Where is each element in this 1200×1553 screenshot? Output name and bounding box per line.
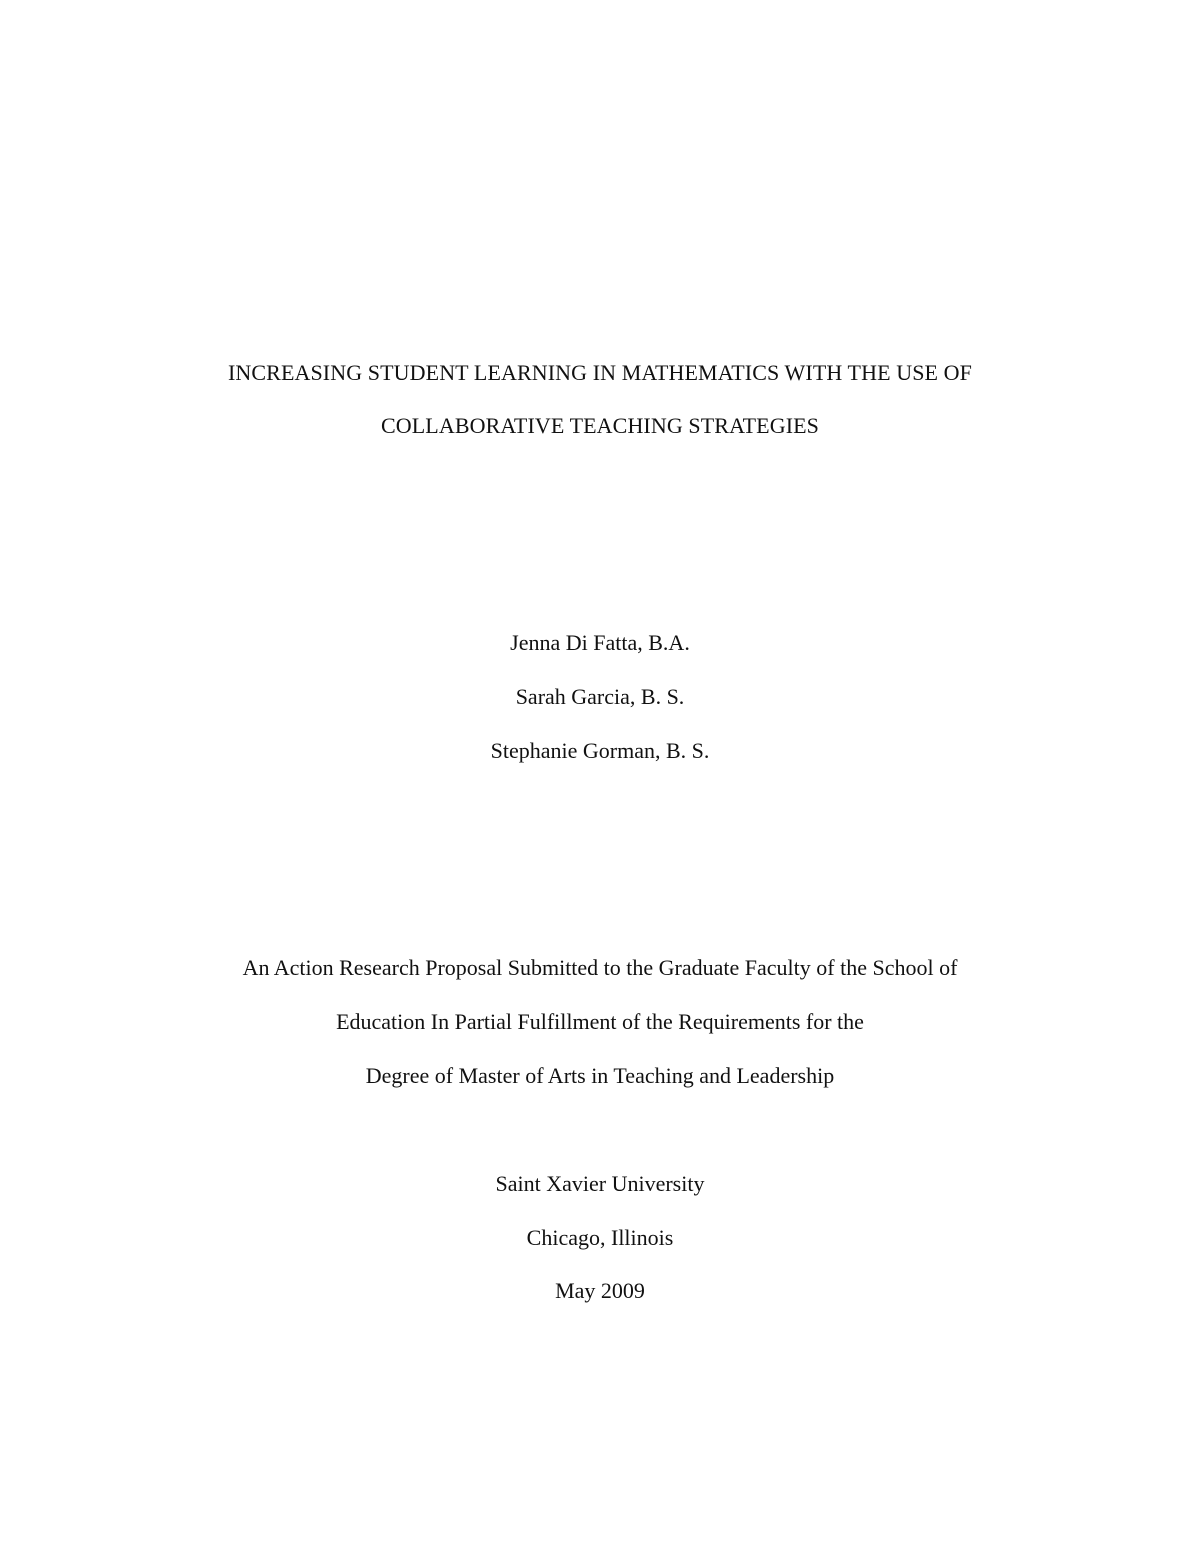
title-line-1: INCREASING STUDENT LEARNING IN MATHEMATICS WITH THE USE OF bbox=[227, 360, 972, 385]
submission-line-3: Degree of Master of Arts in Teaching and Leadership bbox=[365, 1063, 835, 1088]
institution-location: Chicago, Illinois bbox=[526, 1225, 674, 1250]
author-2: Sarah Garcia, B. S. bbox=[515, 684, 685, 709]
title-line-2: COLLABORATIVE TEACHING STRATEGIES bbox=[381, 413, 819, 438]
author-1: Jenna Di Fatta, B.A. bbox=[510, 630, 690, 655]
institution-name: Saint Xavier University bbox=[495, 1171, 705, 1196]
submission-line-2: Education In Partial Fulfillment of the Requirements for the bbox=[336, 1009, 864, 1034]
submission-line-1: An Action Research Proposal Submitted to the Graduate Faculty of the School of bbox=[242, 955, 958, 980]
submission-date: May 2009 bbox=[555, 1278, 645, 1303]
author-3: Stephanie Gorman, B. S. bbox=[490, 738, 710, 763]
